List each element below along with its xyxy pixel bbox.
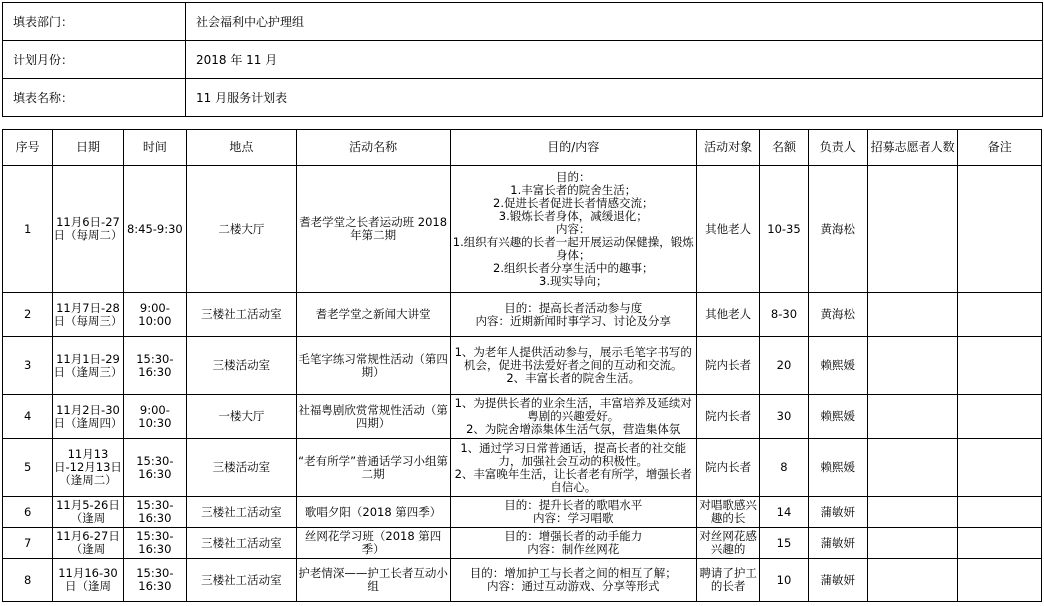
cell-volunteers bbox=[867, 337, 958, 395]
cell-quota: 8-30 bbox=[760, 293, 808, 337]
header-info-table bbox=[2, 2, 1043, 117]
month-label: 计划月份： bbox=[3, 41, 186, 79]
cell-time: 8:45-9:30 bbox=[123, 166, 186, 293]
cell-target: 对丝网花感兴趣的 bbox=[696, 528, 759, 559]
cell-purpose: 目的：提高长者活动参与度 内容：近期新闻时事学习、讨论及分享 bbox=[450, 293, 696, 337]
cell-date: 11月2日-30日（逢周四） bbox=[53, 395, 123, 439]
cell-time: 15:30-16:30 bbox=[123, 559, 186, 602]
cell-purpose: 目的：增加护工与长者之间的相互了解； 内容：通过互动游戏、分享等形式 bbox=[450, 559, 696, 602]
cell-volunteers bbox=[867, 528, 958, 559]
cell-no: 5 bbox=[3, 439, 53, 497]
cell-no: 6 bbox=[3, 497, 53, 528]
cell-remarks bbox=[958, 559, 1042, 602]
cell-quota: 14 bbox=[760, 497, 808, 528]
table-row bbox=[3, 559, 1042, 602]
column-header-time: 时间 bbox=[123, 130, 186, 166]
cell-date: 11月16-30日（逢周 bbox=[53, 559, 123, 602]
cell-volunteers bbox=[867, 293, 958, 337]
month-row bbox=[3, 41, 1043, 79]
cell-date: 11月5-26日（逢周 bbox=[53, 497, 123, 528]
cell-remarks bbox=[958, 166, 1042, 293]
cell-leader: 蒲敏妍 bbox=[808, 559, 867, 602]
cell-volunteers bbox=[867, 166, 958, 293]
cell-quota: 8 bbox=[760, 439, 808, 497]
table-row bbox=[3, 337, 1042, 395]
cell-target: 对唱歌感兴趣的长 bbox=[696, 497, 759, 528]
cell-volunteers bbox=[867, 497, 958, 528]
cell-activity: 丝网花学习班（2018 第四季） bbox=[296, 528, 450, 559]
cell-target: 其他老人 bbox=[696, 166, 759, 293]
cell-time: 15:30-16:30 bbox=[123, 497, 186, 528]
column-header-date: 日期 bbox=[53, 130, 123, 166]
cell-remarks bbox=[958, 528, 1042, 559]
cell-volunteers bbox=[867, 439, 958, 497]
table-row bbox=[3, 497, 1042, 528]
cell-activity: “老有所学”普通话学习小组第二期 bbox=[296, 439, 450, 497]
cell-time: 15:30-16:30 bbox=[123, 528, 186, 559]
cell-leader: 蒲敏妍 bbox=[808, 497, 867, 528]
cell-no: 8 bbox=[3, 559, 53, 602]
cell-place: 一楼大厅 bbox=[187, 395, 297, 439]
cell-purpose: 目的：增强长者的动手能力 内容：制作丝网花 bbox=[450, 528, 696, 559]
cell-activity: 耆老学堂之新闻大讲堂 bbox=[296, 293, 450, 337]
cell-activity: 耆老学堂之长者运动班 2018年第二期 bbox=[296, 166, 450, 293]
cell-place: 三楼活动室 bbox=[187, 337, 297, 395]
column-header-quota: 名额 bbox=[760, 130, 808, 166]
cell-quota: 10-35 bbox=[760, 166, 808, 293]
table-row bbox=[3, 528, 1042, 559]
cell-leader: 赖熙媛 bbox=[808, 337, 867, 395]
cell-leader: 黄海松 bbox=[808, 166, 867, 293]
cell-target: 其他老人 bbox=[696, 293, 759, 337]
cell-place: 三楼活动室 bbox=[187, 439, 297, 497]
column-header-remarks: 备注 bbox=[958, 130, 1042, 166]
cell-purpose: 目的： 1.丰富长者的院舍生活； 2.促进长者促进长者情感交流； 3.锻炼长者身体，减缓退化； 内容： 1.组织有兴趣的长者一起开展运动保健操，锻炼身体； 2.组织长者分享生活中的趣事； 3.现实导向； bbox=[450, 166, 696, 293]
cell-purpose: 1、为提供长者的业余生活，丰富培养及延续对粤剧的兴趣爱好。 2、为院舍增添集体生活气氛，营造集体氛 bbox=[450, 395, 696, 439]
table-row bbox=[3, 293, 1042, 337]
cell-target: 院内长者 bbox=[696, 439, 759, 497]
column-header-row bbox=[3, 130, 1042, 166]
form-name-label: 填表名称： bbox=[3, 79, 186, 117]
cell-purpose: 1、通过学习日常普通话，提高长者的社交能力，加强社会互动的积极性。 2、丰富晚年生活，让长者老有所学，增强长者自信心。 bbox=[450, 439, 696, 497]
cell-target: 院内长者 bbox=[696, 395, 759, 439]
column-header-place: 地点 bbox=[187, 130, 297, 166]
cell-time: 15:30-16:30 bbox=[123, 337, 186, 395]
form-name-row bbox=[3, 79, 1043, 117]
cell-leader: 赖熙媛 bbox=[808, 395, 867, 439]
cell-activity: 歌唱夕阳（2018 第四季） bbox=[296, 497, 450, 528]
cell-remarks bbox=[958, 337, 1042, 395]
department-label: 填表部门： bbox=[3, 3, 186, 41]
table-row bbox=[3, 395, 1042, 439]
cell-time: 9:00-10:00 bbox=[123, 293, 186, 337]
column-header-leader: 负责人 bbox=[808, 130, 867, 166]
column-header-volunteers: 招募志愿者人数 bbox=[867, 130, 958, 166]
cell-no: 1 bbox=[3, 166, 53, 293]
column-header-no: 序号 bbox=[3, 130, 53, 166]
cell-date: 11月6-27日（逢周 bbox=[53, 528, 123, 559]
form-name-value: 11 月服务计划表 bbox=[186, 79, 1043, 117]
cell-target: 聘请了护工的长者 bbox=[696, 559, 759, 602]
cell-purpose: 1、为老年人提供活动参与，展示毛笔字书写的机会，促进书法爱好者之间的互动和交流。 2、丰富长者的院舍生活。 bbox=[450, 337, 696, 395]
cell-remarks bbox=[958, 395, 1042, 439]
cell-quota: 20 bbox=[760, 337, 808, 395]
cell-volunteers bbox=[867, 559, 958, 602]
department-row bbox=[3, 3, 1043, 41]
cell-remarks bbox=[958, 439, 1042, 497]
cell-date: 11月6日-27日（每周二） bbox=[53, 166, 123, 293]
cell-quota: 15 bbox=[760, 528, 808, 559]
column-header-activity: 活动名称 bbox=[296, 130, 450, 166]
cell-activity: 护老情深——护工长者互动小组 bbox=[296, 559, 450, 602]
cell-volunteers bbox=[867, 395, 958, 439]
cell-leader: 蒲敏妍 bbox=[808, 528, 867, 559]
service-plan-table bbox=[2, 129, 1042, 602]
cell-time: 15:30-16:30 bbox=[123, 439, 186, 497]
cell-leader: 黄海松 bbox=[808, 293, 867, 337]
cell-activity: 社福粤剧欣赏常规性活动（第四期） bbox=[296, 395, 450, 439]
cell-no: 4 bbox=[3, 395, 53, 439]
month-value: 2018 年 11 月 bbox=[186, 41, 1043, 79]
cell-remarks bbox=[958, 293, 1042, 337]
cell-date: 11月1日-29日（逢周三） bbox=[53, 337, 123, 395]
cell-place: 三楼社工活动室 bbox=[187, 497, 297, 528]
cell-no: 7 bbox=[3, 528, 53, 559]
cell-place: 三楼社工活动室 bbox=[187, 293, 297, 337]
cell-purpose: 目的：提升长者的歌唱水平 内容：学习唱歌 bbox=[450, 497, 696, 528]
cell-time: 9:00-10:30 bbox=[123, 395, 186, 439]
column-header-purpose: 目的/内容 bbox=[450, 130, 696, 166]
cell-target: 院内长者 bbox=[696, 337, 759, 395]
table-row bbox=[3, 439, 1042, 497]
department-value: 社会福利中心护理组 bbox=[186, 3, 1043, 41]
cell-activity: 毛笔字练习常规性活动（第四期） bbox=[296, 337, 450, 395]
cell-date: 11月13日-12月13日（逢周二） bbox=[53, 439, 123, 497]
cell-no: 3 bbox=[3, 337, 53, 395]
cell-place: 三楼社工活动室 bbox=[187, 528, 297, 559]
cell-leader: 赖熙媛 bbox=[808, 439, 867, 497]
column-header-target: 活动对象 bbox=[696, 130, 759, 166]
cell-place: 二楼大厅 bbox=[187, 166, 297, 293]
cell-remarks bbox=[958, 497, 1042, 528]
cell-no: 2 bbox=[3, 293, 53, 337]
cell-quota: 10 bbox=[760, 559, 808, 602]
cell-date: 11月7日-28日（每周三） bbox=[53, 293, 123, 337]
cell-place: 三楼社工活动室 bbox=[187, 559, 297, 602]
cell-quota: 30 bbox=[760, 395, 808, 439]
table-row bbox=[3, 166, 1042, 293]
